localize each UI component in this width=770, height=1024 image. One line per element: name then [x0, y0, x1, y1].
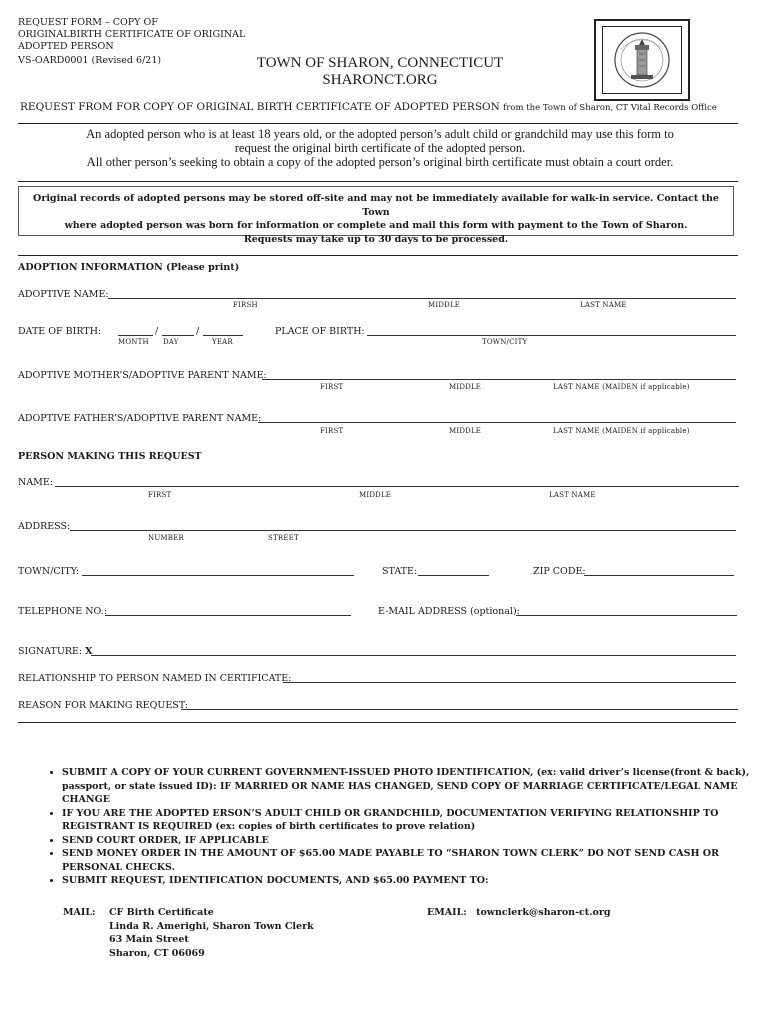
- divider: [18, 181, 738, 182]
- form-code: VS-OARD0001 (Revised 6/21): [18, 55, 162, 66]
- requester-name-label: NAME:: [18, 477, 54, 488]
- adoptive-mother-field[interactable]: [262, 369, 736, 380]
- form-title-line: REQUEST FORM – COPY OF: [18, 17, 158, 28]
- mail-address-line: CF Birth Certificate: [109, 907, 214, 918]
- contact-email-address[interactable]: townclerk@sharon-ct.org: [476, 907, 611, 918]
- town-heading: [200, 55, 560, 89]
- town-name: TOWN OF SHARON, CONNECTICUT: [256, 55, 504, 71]
- field-caption: STREET: [268, 534, 299, 542]
- document-title-from: from the Town of Sharon, CT Vital Records Office: [503, 103, 717, 113]
- email-label: E-MAIL ADDRESS (optional):: [378, 606, 520, 617]
- instruction-item: • SEND COURT ORDER, IF APPLICABLE: [62, 834, 750, 848]
- mail-address-line: Linda R. Amerighi, Sharon Town Clerk: [109, 920, 314, 932]
- divider: [18, 255, 738, 256]
- instruction-item: • SUBMIT REQUEST, IDENTIFICATION DOCUMENTS, AND $65.00 PAYMENT TO:: [62, 874, 750, 888]
- field-caption: FIRST: [148, 491, 172, 499]
- notice-line: where adopted person was born for information or complete and mail this form with payment to the Town of Sharon.: [64, 220, 688, 231]
- date-of-birth-label: DATE OF BIRTH:: [18, 326, 102, 337]
- town-website: SHARONCT.ORG: [322, 72, 438, 88]
- address-label: ADDRESS:: [18, 521, 71, 532]
- adoptive-name-field[interactable]: [108, 288, 736, 299]
- relationship-field[interactable]: [283, 672, 736, 683]
- form-title-line: ADOPTED PERSON: [18, 41, 114, 52]
- field-caption: LAST NAME: [580, 301, 627, 309]
- field-caption: MIDDLE: [428, 301, 461, 309]
- mail-label: MAIL:: [63, 907, 96, 918]
- mail-address-line: Sharon, CT 06069: [109, 947, 205, 959]
- adoptive-father-label: ADOPTIVE FATHER’S/ADOPTIVE PARENT NAME:: [18, 413, 262, 424]
- town-city-field[interactable]: [82, 565, 354, 576]
- adoptive-name-label: ADOPTIVE NAME:: [18, 289, 109, 300]
- adoption-section-heading: ADOPTION INFORMATION (Please print): [18, 262, 240, 273]
- document-title-main: REQUEST FROM FOR COPY OF ORIGINAL BIRTH CERTIFICATE OF ADOPTED PERSON: [20, 101, 500, 113]
- requester-name-field[interactable]: [55, 476, 739, 487]
- notice-line: Original records of adopted persons may be stored off-site and may not be immediately available for walk-in service. Contact the Town: [33, 193, 719, 218]
- zip-code-label: ZIP CODE:: [533, 566, 586, 577]
- dob-separator: /: [196, 326, 200, 337]
- field-caption: MIDDLE: [449, 427, 482, 435]
- divider: [18, 722, 736, 723]
- adoptive-mother-label: ADOPTIVE MOTHER’S/ADOPTIVE PARENT NAME:: [18, 370, 267, 381]
- field-caption: NUMBER: [148, 534, 184, 542]
- intro-text: [20, 127, 740, 169]
- field-caption: MONTH: [118, 338, 149, 346]
- field-caption: FIRST: [320, 427, 344, 435]
- mail-address-line: 63 Main Street: [109, 934, 189, 945]
- notice-box: [18, 186, 734, 245]
- dob-day-field[interactable]: [162, 325, 194, 336]
- email-field[interactable]: [516, 605, 737, 616]
- lighthouse-seal-icon: [603, 27, 681, 93]
- signature-label-text: SIGNATURE:: [18, 646, 83, 657]
- address-field[interactable]: [70, 520, 736, 531]
- reason-field[interactable]: [181, 699, 738, 710]
- instruction-item: • SUBMIT A COPY OF YOUR CURRENT GOVERNMENT-ISSUED PHOTO IDENTIFICATION, (ex: valid driver’s license(front & back), passport, or state issued ID): IF MARRIED OR NAME HAS CHANGED, SEND COPY OF MARRIAGE CERTIFICATE/LEGAL NAME CHANGE: [62, 766, 750, 807]
- document-title: [20, 101, 717, 113]
- dob-month-field[interactable]: [118, 325, 153, 336]
- relationship-label: RELATIONSHIP TO PERSON NAMED IN CERTIFICATE:: [18, 673, 292, 684]
- field-caption: MIDDLE: [359, 491, 392, 499]
- state-label: STATE:: [382, 566, 418, 577]
- mail-address: [109, 906, 314, 960]
- dob-separator: /: [155, 326, 159, 337]
- signature-x-mark: X: [85, 646, 93, 657]
- field-caption: FIRSH: [233, 301, 258, 309]
- requester-section-heading: PERSON MAKING THIS REQUEST: [18, 451, 202, 462]
- signature-field[interactable]: [91, 645, 736, 656]
- telephone-label: TELEPHONE NO.:: [18, 606, 108, 617]
- contact-email-label: EMAIL:: [427, 907, 467, 918]
- intro-line: All other person’s seeking to obtain a copy of the adopted person’s original birth certificate must obtain a court order.: [86, 155, 674, 169]
- dob-year-field[interactable]: [203, 325, 243, 336]
- field-caption: DAY: [163, 338, 179, 346]
- form-title-line: ORIGINALBIRTH CERTIFICATE OF ORIGINAL: [18, 29, 246, 40]
- intro-line: request the original birth certificate of the adopted person.: [234, 141, 526, 155]
- intro-line: An adopted person who is at least 18 years old, or the adopted person’s adult child or grandchild may use this form to: [86, 127, 674, 141]
- instruction-item: • IF YOU ARE THE ADOPTED ERSON’S ADULT CHILD OR GRANDCHILD, DOCUMENTATION VERIFYING RELATIONSHIP TO REGISTRANT IS REQUIRED (ex: copies of birth certificates to prove relation): [62, 807, 750, 834]
- reason-label: REASON FOR MAKING REQUEST:: [18, 700, 189, 711]
- contact-email: [427, 906, 610, 920]
- field-caption: FIRST: [320, 383, 344, 391]
- signature-label: [18, 646, 93, 657]
- field-caption: MIDDLE: [449, 383, 482, 391]
- divider: [18, 123, 738, 124]
- state-field[interactable]: [418, 565, 489, 576]
- field-caption: LAST NAME (MAIDEN if applicable): [553, 427, 690, 435]
- zip-code-field[interactable]: [584, 565, 734, 576]
- place-of-birth-field[interactable]: [367, 325, 736, 336]
- instructions-list: [40, 766, 750, 888]
- field-caption: LAST NAME: [549, 491, 596, 499]
- field-caption: LAST NAME (MAIDEN if applicable): [553, 383, 690, 391]
- field-caption: TOWN/CITY: [482, 338, 528, 346]
- field-caption: YEAR: [212, 338, 233, 346]
- town-seal-logo: [594, 19, 690, 101]
- notice-line: Requests may take up to 30 days to be processed.: [243, 233, 509, 245]
- telephone-field[interactable]: [105, 605, 351, 616]
- town-city-label: TOWN/CITY:: [18, 566, 80, 577]
- place-of-birth-label: PLACE OF BIRTH:: [275, 326, 365, 337]
- instruction-item: • SEND MONEY ORDER IN THE AMOUNT OF $65.00 MADE PAYABLE TO “SHARON TOWN CLERK” DO NOT SEND CASH OR PERSONAL CHECKS.: [62, 847, 750, 874]
- adoptive-father-field[interactable]: [258, 412, 736, 423]
